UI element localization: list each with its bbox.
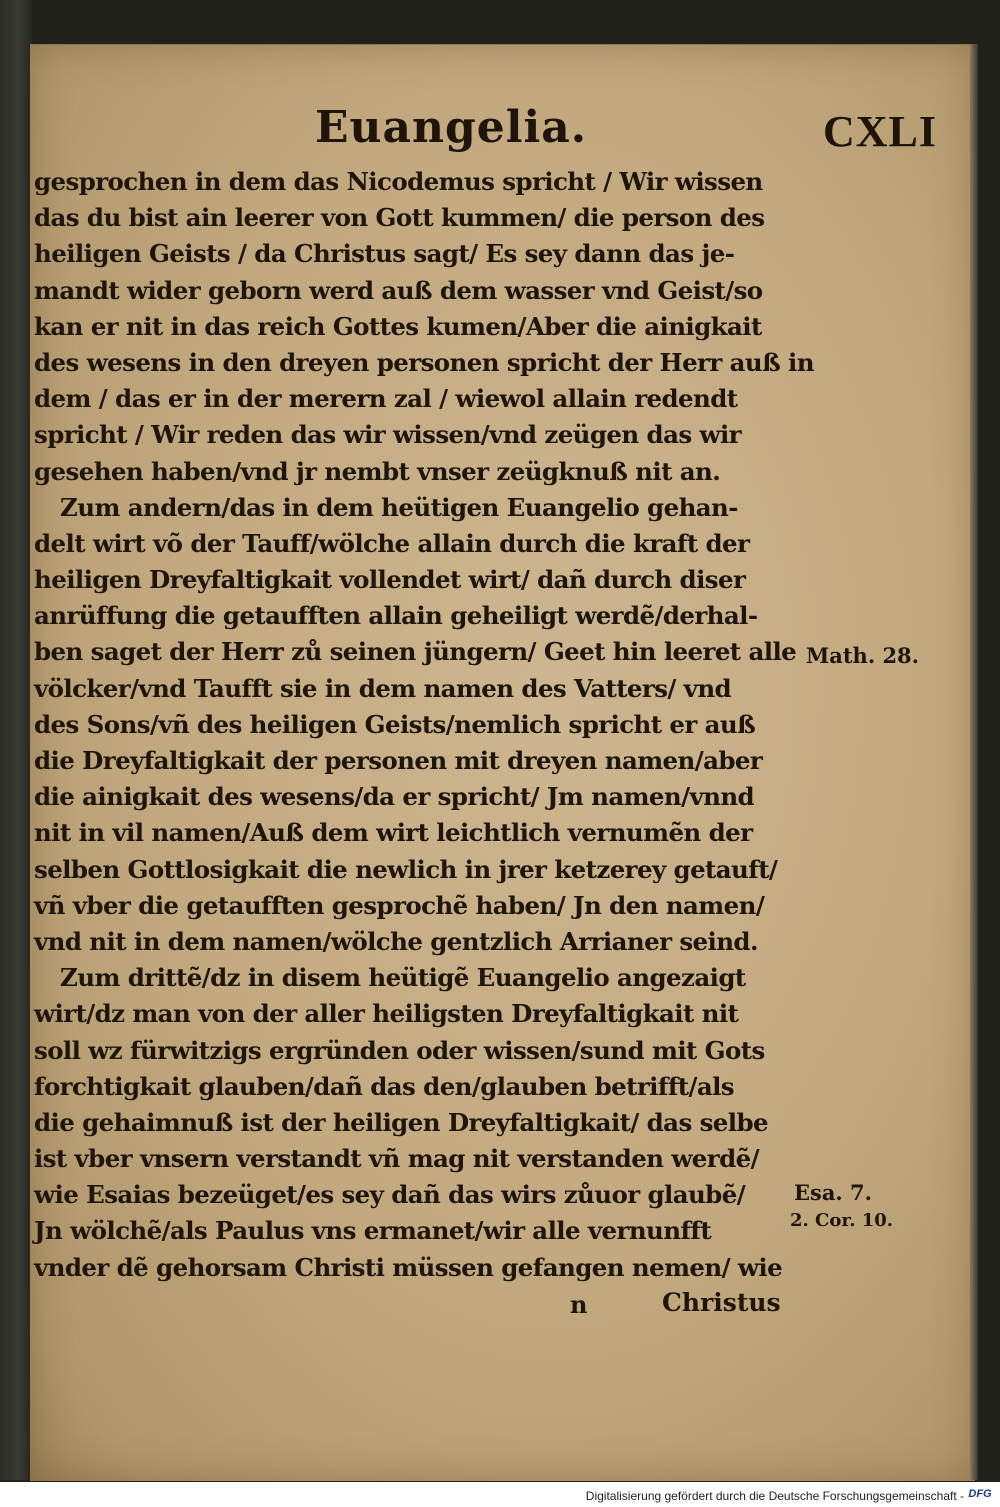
text-line: ist vber vnsern verstandt vñ mag nit verstanden werdẽ/	[34, 1144, 759, 1174]
text-line: heiligen Geists / da Christus sagt/ Es sey dann das je-	[34, 239, 735, 269]
text-line: soll wz fürwitzigs ergründen oder wissen/sund mit Gots	[34, 1035, 765, 1065]
page-header	[0, 102, 1000, 162]
text-line: ben saget der Herr zů seinen jüngern/ Geet hin leeret alle	[34, 637, 797, 667]
text-line: die ainigkait des wesens/da er spricht/ Jm namen/vnnd	[34, 782, 755, 812]
text-line: vnd nit in dem namen/wölche gentzlich Arrianer seind.	[34, 926, 758, 956]
text-line: des wesens in den dreyen personen spricht der Herr auß in	[34, 347, 814, 377]
text-line: gesehen haben/vnd jr nembt vnser zeügknuß nit an.	[34, 456, 721, 486]
text-line: die Dreyfaltigkait der personen mit dreyen namen/aber	[34, 746, 763, 775]
text-line: Zum drittẽ/dz in disem heütigẽ Euangelio angezaigt	[60, 963, 746, 993]
text-line: heiligen Dreyfaltigkait vollendet wirt/ dañ durch diser	[34, 565, 746, 595]
margin-note-esa: Esa. 7.	[794, 1180, 872, 1205]
text-line: selben Gottlosigkait die newlich in jrer ketzerey getauft/	[34, 854, 778, 884]
text-line: Jn wölchẽ/als Paulus vns ermanet/wir alle vernunfft	[34, 1216, 712, 1246]
catchword: Christus	[662, 1288, 781, 1317]
folio-number: CXLI	[823, 107, 938, 156]
body-text	[34, 164, 824, 1286]
text-line: das du bist ain leerer von Gott kummen/ die person des	[34, 203, 765, 233]
margin-note-cor: 2. Cor. 10.	[790, 1210, 894, 1231]
footer-credit: Digitalisierung gefördert durch die Deutsche Forschungsgemeinschaft -	[585, 1489, 964, 1503]
text-line: des Sons/vñ des heiligen Geists/nemlich spricht er auß	[34, 709, 756, 739]
text-line: wirt/dz man von der aller heiligsten Dreyfaltigkait nit	[34, 999, 739, 1029]
signature-mark: n	[570, 1290, 588, 1319]
text-line: nit in vil namen/Auß dem wirt leichtlich vernumẽn der	[34, 818, 753, 848]
text-line: mandt wider geborn werd auß dem wasser vnd Geist/so	[34, 275, 763, 305]
page-edge-shadow	[970, 44, 978, 1480]
text-line: kan er nit in das reich Gottes kumen/Aber die ainigkait	[34, 311, 762, 341]
text-line: delt wirt võ der Tauff/wölche allain durch die kraft der	[34, 528, 750, 558]
text-line: vñ vber die getaufften gesprochẽ haben/ Jn den namen/	[34, 890, 765, 920]
text-line: forchtigkait glauben/dañ das den/glauben betrifft/als	[34, 1071, 734, 1101]
margin-note-math: Math. 28.	[806, 643, 919, 668]
running-title: Euangelia.	[315, 102, 588, 153]
text-line: spricht / Wir reden das wir wissen/vnd zeügen das wir	[34, 420, 741, 450]
dfg-logo: DFG	[968, 1488, 992, 1500]
text-line: völcker/vnd Taufft sie in dem namen des Vatters/ vnd	[34, 673, 732, 703]
text-line: anrüffung die getaufften allain geheiligt werdẽ/derhal-	[34, 601, 758, 631]
text-line: Zum andern/das in dem heütigen Euangelio gehan-	[60, 492, 738, 522]
text-line: die gehaimnuß ist der heiligen Dreyfaltigkait/ das selbe	[34, 1107, 768, 1137]
text-line: gesprochen in dem das Nicodemus spricht / Wir wissen	[34, 167, 763, 196]
book-cover-edge	[0, 0, 32, 1480]
text-line: wie Esaias bezeüget/es sey dañ das wirs zůuor glaubẽ/	[34, 1180, 746, 1210]
text-line: vnder dẽ gehorsam Christi müssen gefangen nemen/ wie	[34, 1252, 783, 1282]
text-line: dem / das er in der merern zal / wiewol allain redendt	[34, 384, 738, 414]
